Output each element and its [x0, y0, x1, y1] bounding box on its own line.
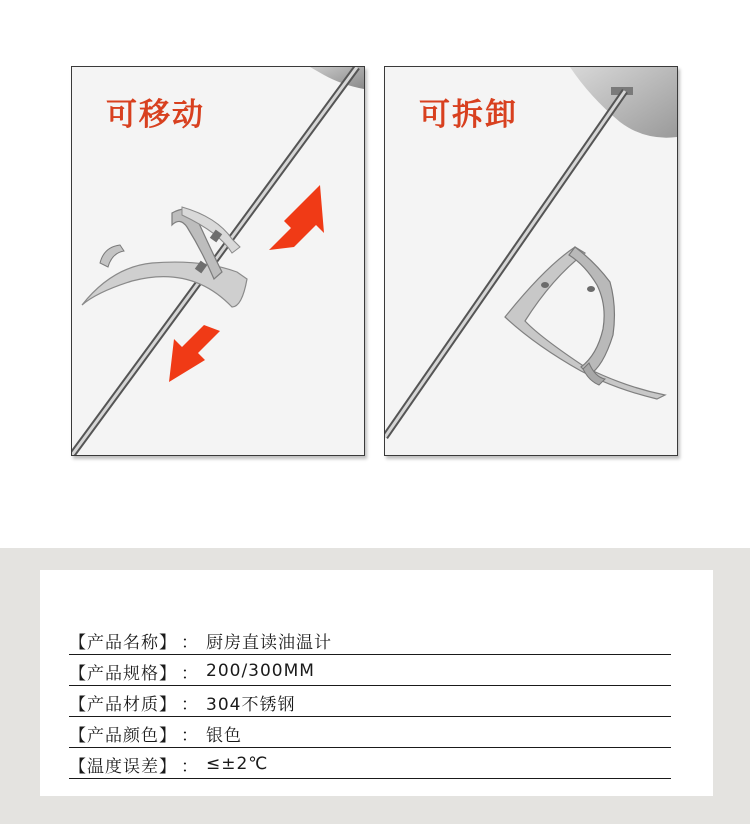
spec-row-tolerance [69, 748, 671, 779]
spec-separator: ： [181, 632, 198, 653]
spec-card [40, 570, 713, 796]
spec-label: 【温度误差】 [69, 756, 177, 777]
dial [570, 67, 677, 138]
arrow-up-icon [269, 185, 324, 250]
detachable-title: 可拆卸 [419, 97, 518, 133]
spec-value: ≤±2℃ [206, 754, 269, 774]
spec-label: 【产品颜色】 [69, 725, 177, 746]
spec-separator: ： [181, 725, 198, 746]
spec-row-size [69, 655, 671, 686]
spec-separator: ： [181, 694, 198, 715]
spec-label: 【产品材质】 [69, 694, 177, 715]
detached-clip [505, 247, 665, 399]
spec-separator: ： [181, 663, 198, 684]
spec-value: 银色 [206, 725, 242, 746]
detachable-clip-panel [384, 66, 678, 456]
spec-section [0, 548, 750, 824]
spec-value: 200/300MM [206, 661, 315, 681]
spec-separator: ： [181, 756, 198, 777]
spec-row-color [69, 717, 671, 748]
movable-clip-panel [71, 66, 365, 456]
clip-band [82, 262, 247, 307]
arrow-down-icon [169, 325, 220, 382]
spec-value: 304不锈钢 [206, 694, 296, 715]
spec-row-name [69, 624, 671, 655]
clip-hole [541, 282, 549, 288]
spec-label: 【产品名称】 [69, 632, 177, 653]
movable-title: 可移动 [106, 97, 205, 133]
spec-list [69, 624, 671, 779]
spec-value: 厨房直读油温计 [206, 632, 332, 653]
spec-row-material [69, 686, 671, 717]
spec-label: 【产品规格】 [69, 663, 177, 684]
